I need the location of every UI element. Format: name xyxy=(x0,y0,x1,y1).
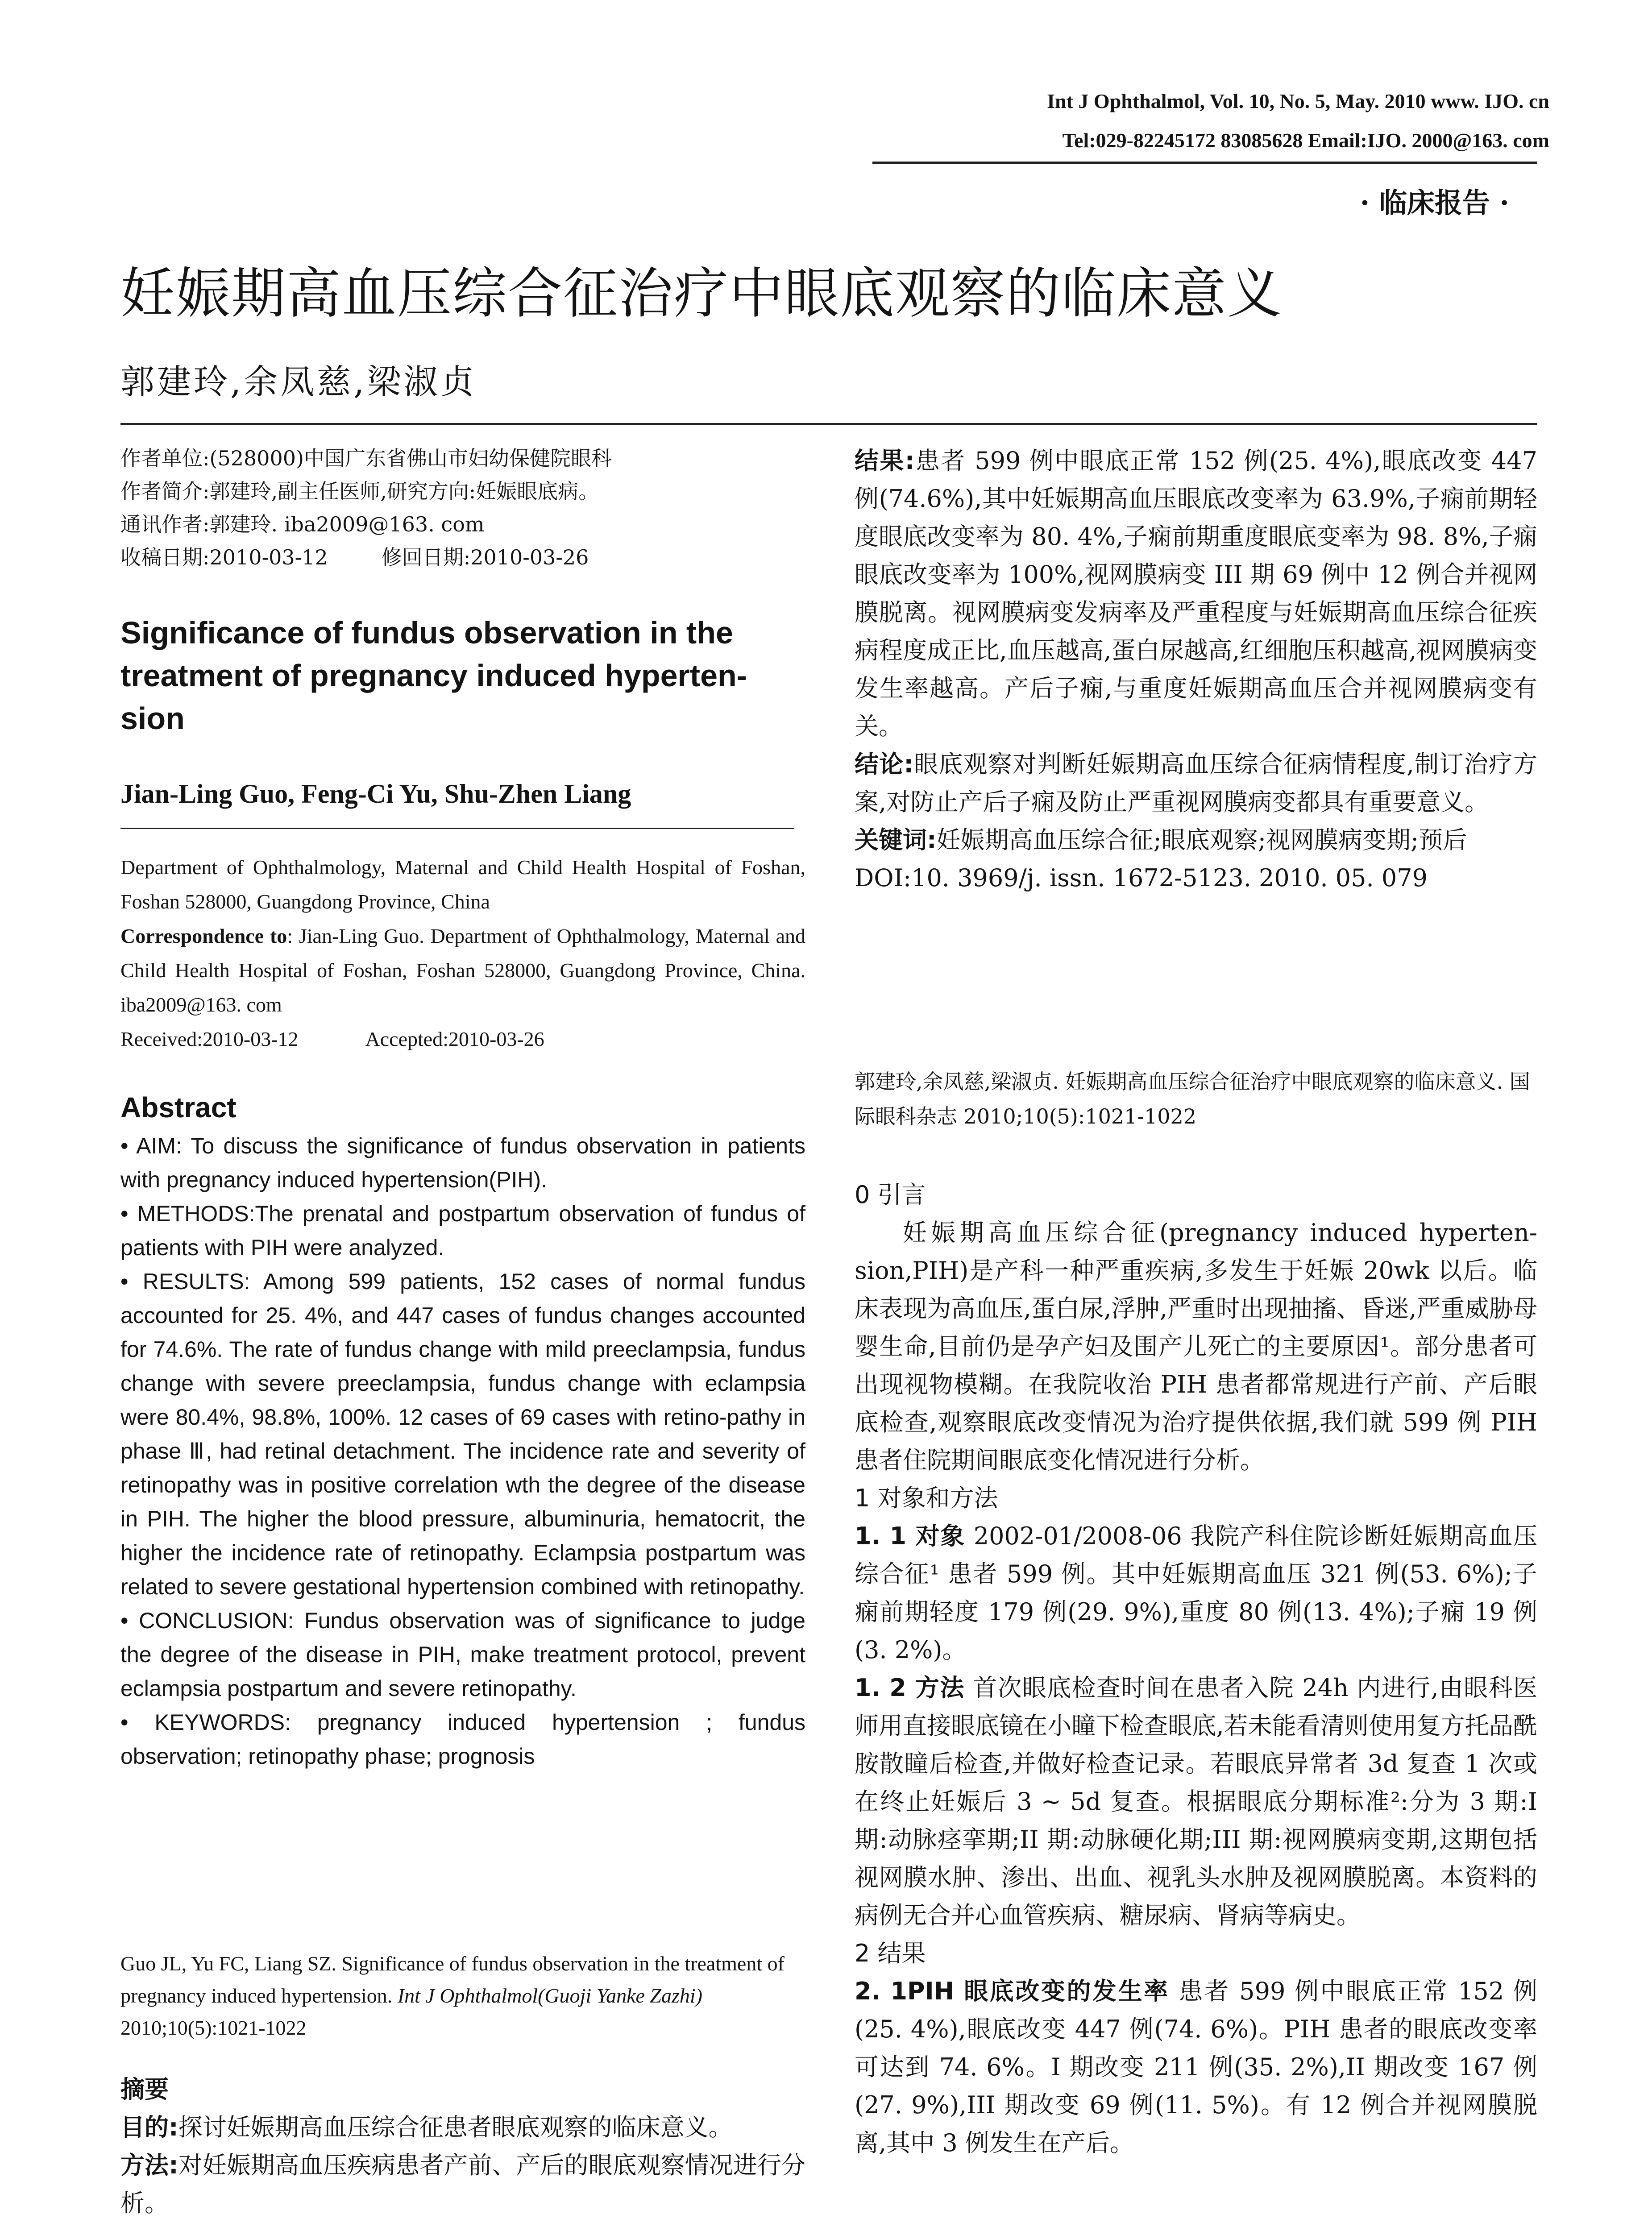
procedure-label: 1. 2 方法 xyxy=(855,1674,965,1702)
intro-heading: 0 引言 xyxy=(855,1181,926,1209)
revised-date: 修回日期:2010-03-26 xyxy=(381,545,589,569)
conclusion-label: 结论: xyxy=(855,750,913,778)
aim-label: 目的: xyxy=(120,2113,178,2141)
title-rule xyxy=(120,423,1537,425)
abstract-cn-right xyxy=(855,442,1537,897)
abstract-methods: • METHODS:The prenatal and postpartum observation of fundus of patients with PIH were analyzed. xyxy=(120,1201,805,1260)
abstract-cn-keywords xyxy=(855,821,1537,859)
article-meta xyxy=(120,442,805,574)
abstract-keywords: • KEYWORDS: pregnancy induced hypertension ; fundus observation; retinopathy phase; prognosis xyxy=(120,1710,805,1769)
keywords-label: 关键词: xyxy=(855,826,937,854)
abstract-heading-cn: 摘要 xyxy=(120,2075,169,2103)
correspondence: 通讯作者:郭建玲. iba2009@163. com xyxy=(120,512,485,536)
received-en: Received:2010-03-12 xyxy=(120,1028,299,1050)
article-title-cn: 妊娠期高血压综合征治疗中眼底观察的临床意义 xyxy=(120,262,1283,325)
results-heading: 2 结果 xyxy=(855,1939,926,1967)
subjects-label: 1. 1 对象 xyxy=(855,1522,965,1550)
citation-journal: Int J Ophthalmol(Guoji Yanke Zazhi) xyxy=(397,1984,702,2007)
accepted-en: Accepted:2010-03-26 xyxy=(365,1028,544,1050)
incidence-label: 2. 1PIH 眼底改变的发生率 xyxy=(855,1977,1170,2005)
abstract-cn-left xyxy=(120,2108,805,2222)
procedure-text: 首次眼底检查时间在患者入院 24h 内进行,由眼科医师用直接眼底镜在小瞳下检查眼底,若未能看清则使用复方托品酰胺散瞳后检查,并做好检查记录。若眼底异常者 3d 复查 1 次或在终止妊娠后 3 ~ 5d 复查。根据眼底分期标准²:分为 3 期:I 期:动脉痉挛期;II 期:动脉硬化期;III 期:视网膜病变期,这期包括视网膜水肿、渗出、出血、视乳头水肿及视网膜脱离。本资料的病例无合并心血管疾病、糖尿病、肾病等病史。 xyxy=(855,1674,1537,1929)
abstract-cn-aim xyxy=(120,2108,805,2146)
results-incidence xyxy=(855,1972,1537,2162)
department-en xyxy=(120,850,805,1056)
affiliation: 作者单位:(528000)中国广东省佛山市妇幼保健院眼科 xyxy=(120,446,612,470)
department: Department of Ophthalmology, Maternal and Child Health Hospital of Foshan, Foshan 528000, Guangdong Province, China xyxy=(120,856,805,913)
abstract-cn-methods xyxy=(120,2146,805,2222)
citation-text: Guo JL, Yu FC, Liang SZ. Significance of fundus observation in the treatment of pregnancy induced hypertension. xyxy=(120,1952,784,2007)
abstract-cn-conclusion xyxy=(855,745,1537,821)
results-label: 结果: xyxy=(855,447,915,475)
correspondence-en xyxy=(120,919,805,1022)
authors-en: Jian-Ling Guo, Feng-Ci Yu, Shu-Zhen Liang xyxy=(120,779,631,809)
citation-en xyxy=(120,1948,805,2044)
received-date: 收稿日期:2010-03-12 xyxy=(120,545,328,569)
abstract-heading-en: Abstract xyxy=(120,1091,237,1124)
dates-en xyxy=(120,1022,805,1056)
methods-text: 对妊娠期高血压疾病患者产前、产后的眼底观察情况进行分析。 xyxy=(120,2151,805,2217)
contact-line: Tel:029-82245172 83085628 Email:IJO. 2000@163. com xyxy=(1062,129,1549,152)
subjects-text: 2002-01/2008-06 我院产科住院诊断妊娠期高血压综合征¹ 患者 599 例。其中妊娠期高血压 321 例(53. 6%);子痫前期轻度 179 例(29. 9%),重度 80 例(13. 4%);子痫 19 例(3. 2%)。 xyxy=(855,1522,1538,1664)
abstract-aim: • AIM: To discuss the significance of fundus observation in patients with pregnancy induced hypertension(PIH). xyxy=(120,1133,805,1192)
keywords-text: 妊娠期高血压综合征;眼底观察;视网膜病变期;预后 xyxy=(936,826,1467,854)
author-bio: 作者简介:郭建玲,副主任医师,研究方向:妊娠眼底病。 xyxy=(120,479,599,503)
abstract-cn-results xyxy=(855,442,1537,745)
incidence-text: 患者 599 例中眼底正常 152 例(25. 4%),眼底改变 447 例(74. 6%)。PIH 患者的眼底改变率可达到 74. 6%。I 期改变 211 例(35. 2%),II 期改变 167 例(27. 9%),III 期改变 69 例(11. 5%)。有 12 例合并视网膜脱离,其中 3 例发生在产后。 xyxy=(855,1977,1537,2157)
correspondence-label: Correspondence to xyxy=(120,925,287,947)
aim-text: 探讨妊娠期高血压综合征患者眼底观察的临床意义。 xyxy=(178,2113,733,2141)
abstract-results: • RESULTS: Among 599 patients, 152 cases of normal fundus accounted for 25. 4%, and 447 cases of fundus changes accounted for 74.6%. The rate of fundus change with mild preeclampsia, fundus change with severe preeclampsia, fundus change with eclampsia were 80.4%, 98.8%, 100%. 12 cases of 69 cases with retino-pathy in phase Ⅲ, had retinal detachment. The incidence rate and severity of retinopathy was in positive correlation wth the degree of the disease in PIH. The higher the blood pressure, albuminuria, hematocrit, the higher the incidence rate of retinopathy. Eclampsia postpartum was related to severe gestational hypertension combined with retinopathy. xyxy=(120,1269,805,1599)
abstract-en xyxy=(120,1129,805,1773)
methods-procedure xyxy=(855,1669,1537,1934)
methods-heading: 1 对象和方法 xyxy=(855,1484,998,1512)
header-rule xyxy=(872,162,1537,164)
abstract-conclusion: • CONCLUSION: Fundus observation was of significance to judge the degree of the disease in PIH, make treatment protocol, prevent eclampsia postpartum and severe retinopathy. xyxy=(120,1608,805,1701)
dates xyxy=(120,541,805,574)
article-title-en: Significance of fundus observation in the treatment of pregnancy induced hyperten-sion xyxy=(120,615,747,736)
body-text xyxy=(855,1176,1537,2162)
citation-cn: 郭建玲,余凤慈,梁淑贞. 妊娠期高血压综合征治疗中眼底观察的临床意义. 国际眼科杂志 2010;10(5):1021-1022 xyxy=(855,1070,1530,1128)
section-tag: · 临床报告 · xyxy=(1360,187,1509,219)
correspondence-text: : Jian-Ling Guo. Department of Ophthalmology, Maternal and Child Health Hospital of Foshan, Foshan 528000, Guangdong Province, China. iba2009@163. com xyxy=(120,925,805,1016)
intro-paragraph: 妊娠期高血压综合征(pregnancy induced hyperten-sion,PIH)是产科一种严重疾病,多发生于妊娠 20wk 以后。临床表现为高血压,蛋白尿,浮肿,严重时出现抽搐、昏迷,严重威胁母婴生命,目前仍是孕产妇及围产儿死亡的主要原因¹。部分患者可出现视物模糊。在我院收治 PIH 患者都常规进行产前、产后眼底检查,观察眼底改变情况为治疗提供依据,我们就 599 例 PIH 患者住院期间眼底变化情况进行分析。 xyxy=(855,1219,1537,1474)
conclusion-text: 眼底观察对判断妊娠期高血压综合征病情程度,制订治疗方案,对防止产后子痫及防止严重视网膜病变都具有重要意义。 xyxy=(855,750,1537,816)
results-text: 患者 599 例中眼底正常 152 例(25. 4%),眼底改变 447 例(74.6%),其中妊娠期高血压眼底改变率为 63.9%,子痫前期轻度眼底改变率为 80. 4%,子痫前期重度眼底变率为 98. 8%,子痫眼底改变率为 100%,视网膜病变 III 期 69 例中 12 例合并视网膜脱离。视网膜病变发病率及严重程度与妊娠期高血压综合征疾病程度成正比,血压越高,蛋白尿越高,红细胞压积越高,视网膜病变发生率越高。产后子痫,与重度妊娠期高血压合并视网膜病变有关。 xyxy=(855,447,1537,740)
methods-label: 方法: xyxy=(120,2151,178,2179)
doi: DOI:10. 3969/j. issn. 1672-5123. 2010. 05. 079 xyxy=(855,864,1428,892)
journal-line: Int J Ophthalmol, Vol. 10, No. 5, May. 2010 www. IJO. cn xyxy=(1047,90,1549,112)
methods-subjects xyxy=(855,1517,1537,1669)
citation-tail: 2010;10(5):1021-1022 xyxy=(120,2016,307,2039)
authors-cn: 郭建玲,余凤慈,梁淑贞 xyxy=(120,362,477,402)
authors-rule xyxy=(120,828,794,829)
